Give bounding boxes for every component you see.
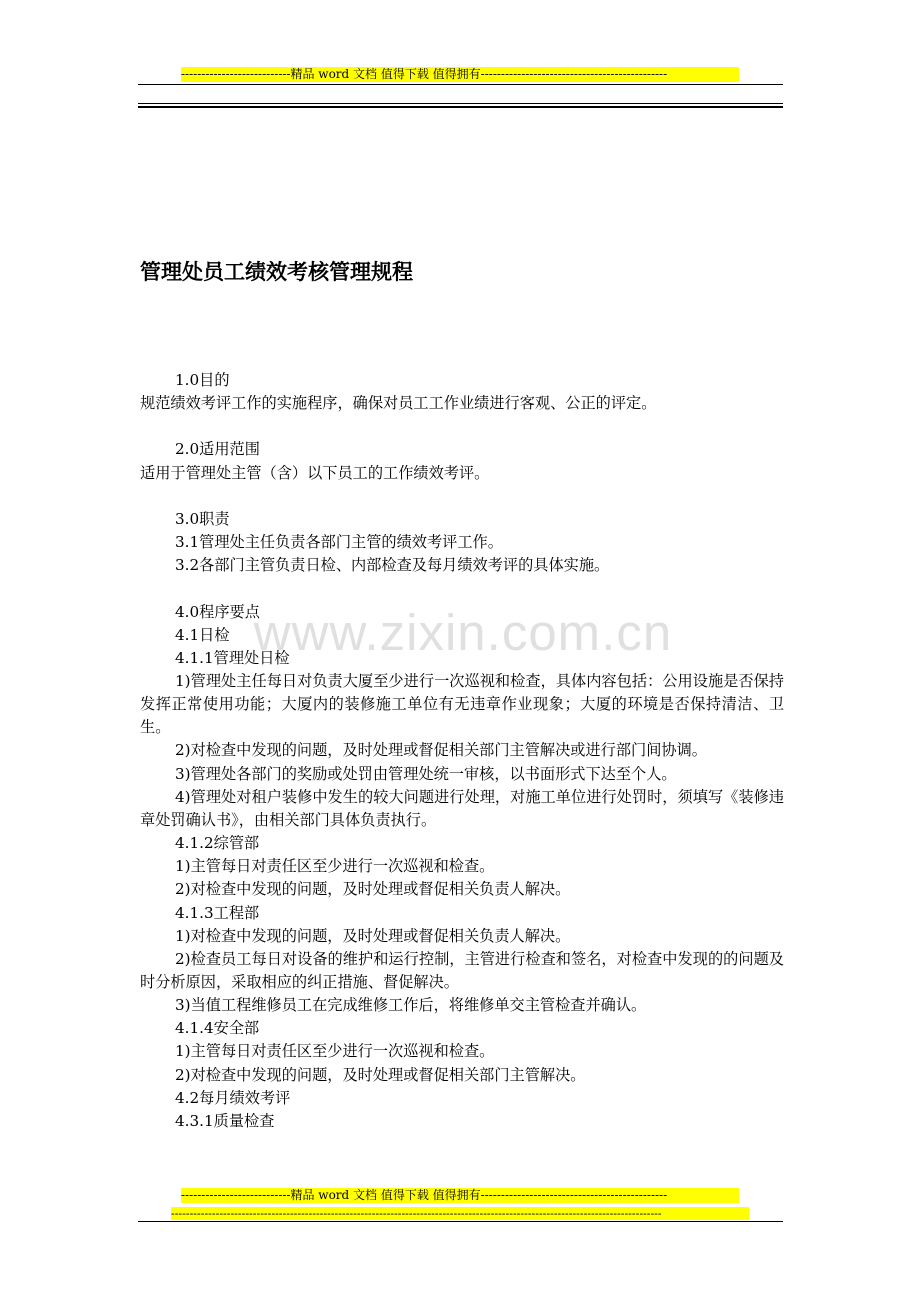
paragraph: 2)对检查中发现的问题，及时处理或督促相关部门主管解决。 bbox=[175, 1065, 586, 1084]
paragraph: 1)对检查中发现的问题，及时处理或督促相关负责人解决。 bbox=[175, 926, 571, 945]
paragraph: 3.2各部门主管负责日检、内部检查及每月绩效考评的具体实施。 bbox=[175, 556, 610, 575]
subsection-heading: 4.1.1管理处日检 bbox=[175, 648, 290, 667]
spacer bbox=[140, 577, 784, 600]
paragraph: 2)检查员工每日对设备的维护和运行控制，主管进行检查和签名，对检查中发现的的问题及时分析原因，采取相应的纠正措施、督促解决。 bbox=[140, 949, 784, 992]
paragraph: 1)主管每日对责任区至少进行一次巡视和检查。 bbox=[175, 1042, 495, 1061]
spacer bbox=[140, 415, 784, 438]
header-rule-top bbox=[138, 84, 783, 85]
subsection-heading: 4.1日检 bbox=[175, 625, 230, 644]
paragraph: 适用于管理处主管（含）以下员工的工作绩效考评。 bbox=[140, 463, 490, 482]
subsection-heading: 4.2每月绩效考评 bbox=[175, 1088, 291, 1107]
document-body bbox=[140, 369, 784, 1133]
document-title: 管理处员工绩效考核管理规程 bbox=[140, 260, 413, 284]
paragraph: 4)管理处对租户装修中发生的较大问题进行处理，对施工单位进行处罚时，须填写《装修违章处罚确认书》，由相关部门具体负责执行。 bbox=[140, 787, 784, 829]
header-banner: ---------------------------精品 word 文档 值得下载 值得拥有---------------------------------------------- bbox=[181, 67, 739, 82]
paragraph: 2)对检查中发现的问题，及时处理或督促相关部门主管解决或进行部门间协调。 bbox=[175, 741, 707, 760]
paragraph: 1)主管每日对责任区至少进行一次巡视和检查。 bbox=[175, 857, 495, 876]
header-rule-double-a bbox=[138, 103, 783, 104]
subsection-heading: 4.1.2综管部 bbox=[175, 834, 260, 853]
section-heading: 3.0职责 bbox=[175, 509, 230, 528]
paragraph: 3.1管理处主任负责各部门主管的绩效考评工作。 bbox=[175, 533, 503, 552]
footer-banner: ---------------------------精品 word 文档 值得下载 值得拥有---------------------------------------------- bbox=[181, 1188, 739, 1203]
subsection-heading: 4.3.1质量检查 bbox=[175, 1111, 275, 1130]
paragraph: 规范绩效考评工作的实施程序，确保对员工工作业绩进行客观、公正的评定。 bbox=[140, 394, 657, 413]
header-rule-double-b bbox=[138, 106, 783, 108]
section-heading: 1.0目的 bbox=[175, 371, 230, 389]
paragraph: 3)管理处各部门的奖励或处罚由管理处统一审核，以书面形式下达至个人。 bbox=[175, 764, 677, 783]
footer-dashes: ------------------------------------------------------------------------------------------------------------------------------------ bbox=[171, 1207, 749, 1220]
section-heading: 2.0适用范围 bbox=[175, 440, 260, 459]
subsection-heading: 4.1.4安全部 bbox=[175, 1019, 260, 1038]
watermark: www.zixin.com.cn bbox=[253, 604, 673, 661]
paragraph: 2)对检查中发现的问题，及时处理或督促相关负责人解决。 bbox=[175, 880, 571, 899]
footer-rule bbox=[138, 1221, 783, 1222]
section-heading: 4.0程序要点 bbox=[175, 602, 260, 621]
paragraph: 1)管理处主任每日对负责大厦至少进行一次巡视和检查，具体内容包括：公用设施是否保持发挥正常使用功能；大厦内的装修施工单位有无违章作业现象；大厦的环境是否保持清洁、卫生。 bbox=[140, 671, 784, 737]
subsection-heading: 4.1.3工程部 bbox=[175, 903, 260, 922]
spacer bbox=[140, 485, 784, 508]
paragraph: 3)当值工程维修员工在完成维修工作后，将维修单交主管检查并确认。 bbox=[175, 996, 647, 1015]
